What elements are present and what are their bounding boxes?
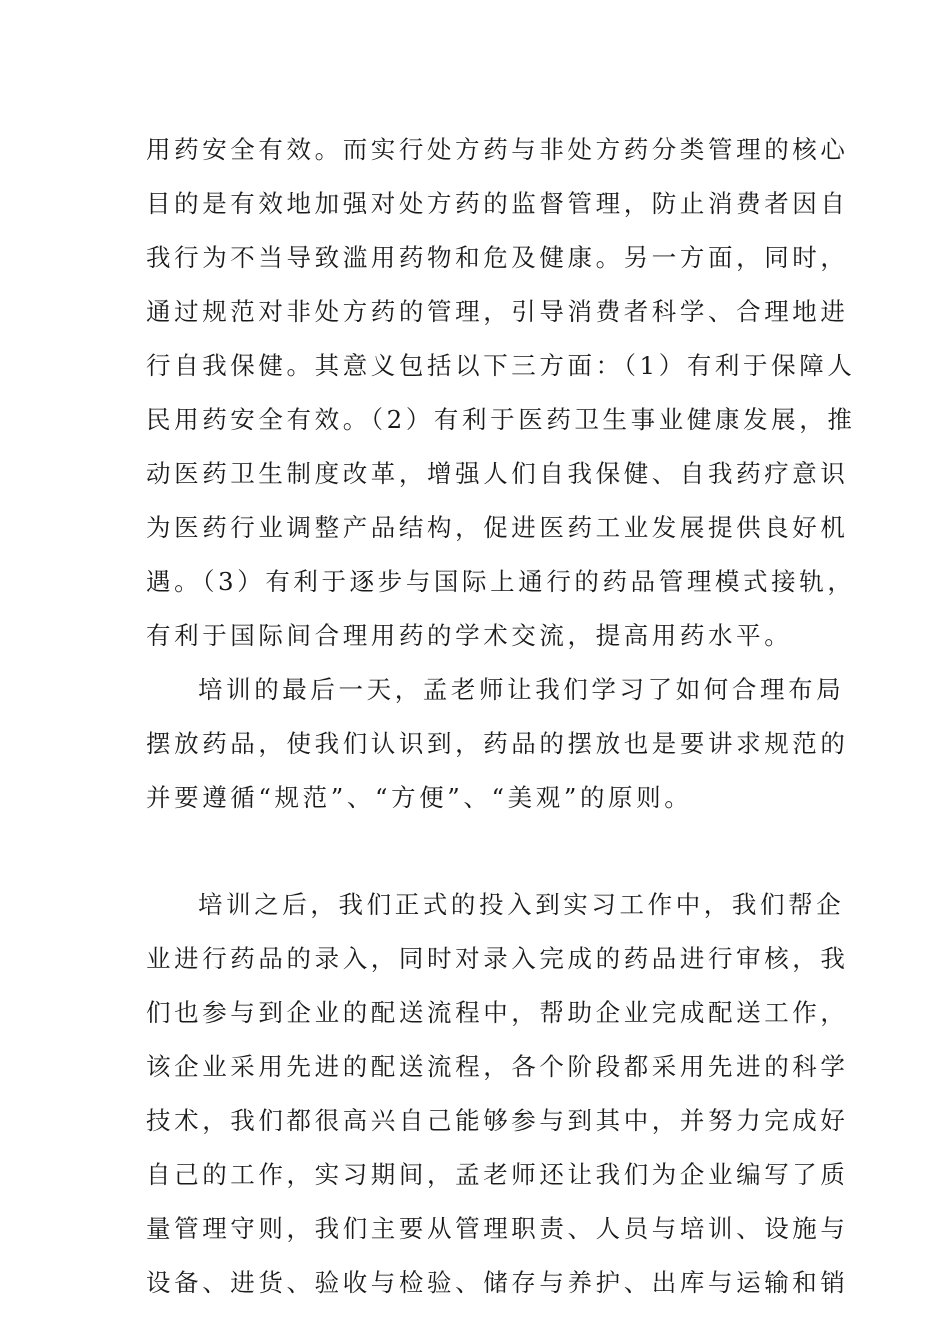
paragraph-2-line-1: 培训的最后一天，孟老师让我们学习了如何合理布局: [198, 675, 845, 704]
paragraph-3-line-1: 培训之后，我们正式的投入到实习工作中，我们帮企: [198, 890, 845, 919]
paragraph-3-line-6: 自己的工作，实习期间，孟老师还让我们为企业编写了质: [146, 1160, 849, 1189]
paragraph-1-line-2: 目的是有效地加强对处方药的监督管理，防止消费者因自: [146, 189, 849, 218]
paragraph-1-line-7: 动医药卫生制度改革，增强人们自我保健、自我药疗意识: [146, 459, 849, 488]
paragraph-3-line-7: 量管理守则，我们主要从管理职责、人员与培训、设施与: [146, 1214, 849, 1243]
paragraph-1-line-9: 遇。（3）有利于逐步与国际上通行的药品管理模式接轨，: [146, 567, 856, 596]
paragraph-1-line-6: 民用药安全有效。（2）有利于医药卫生事业健康发展，推: [146, 405, 856, 434]
paragraph-1-line-4: 通过规范对非处方药的管理，引导消费者科学、合理地进: [146, 297, 849, 326]
paragraph-3-line-4: 该企业采用先进的配送流程，各个阶段都采用先进的科学: [146, 1052, 849, 1081]
paragraph-1-line-1: 用药安全有效。而实行处方药与非处方药分类管理的核心: [146, 135, 849, 164]
paragraph-1-line-5: 行自我保健。其意义包括以下三方面：（1）有利于保障人: [146, 351, 856, 380]
paragraph-2-line-3: 并要遵循“规范”、“方便”、“美观”的原则。: [146, 783, 693, 812]
paragraph-1-line-3: 我行为不当导致滥用药物和危及健康。另一方面，同时，: [146, 243, 849, 272]
paragraph-1-line-10: 有利于国际间合理用药的学术交流，提高用药水平。: [146, 621, 793, 650]
paragraph-3-line-8: 设备、进货、验收与检验、储存与养护、出库与运输和销: [146, 1268, 849, 1297]
paragraph-2-line-2: 摆放药品，使我们认识到，药品的摆放也是要讲求规范的: [146, 729, 849, 758]
paragraph-3-line-2: 业进行药品的录入，同时对录入完成的药品进行审核，我: [146, 944, 849, 973]
paragraph-3-line-5: 技术，我们都很高兴自己能够参与到其中，并努力完成好: [146, 1106, 849, 1135]
paragraph-3-line-3: 们也参与到企业的配送流程中，帮助企业完成配送工作，: [146, 998, 849, 1027]
paragraph-1-line-8: 为医药行业调整产品结构，促进医药工业发展提供良好机: [146, 513, 849, 542]
